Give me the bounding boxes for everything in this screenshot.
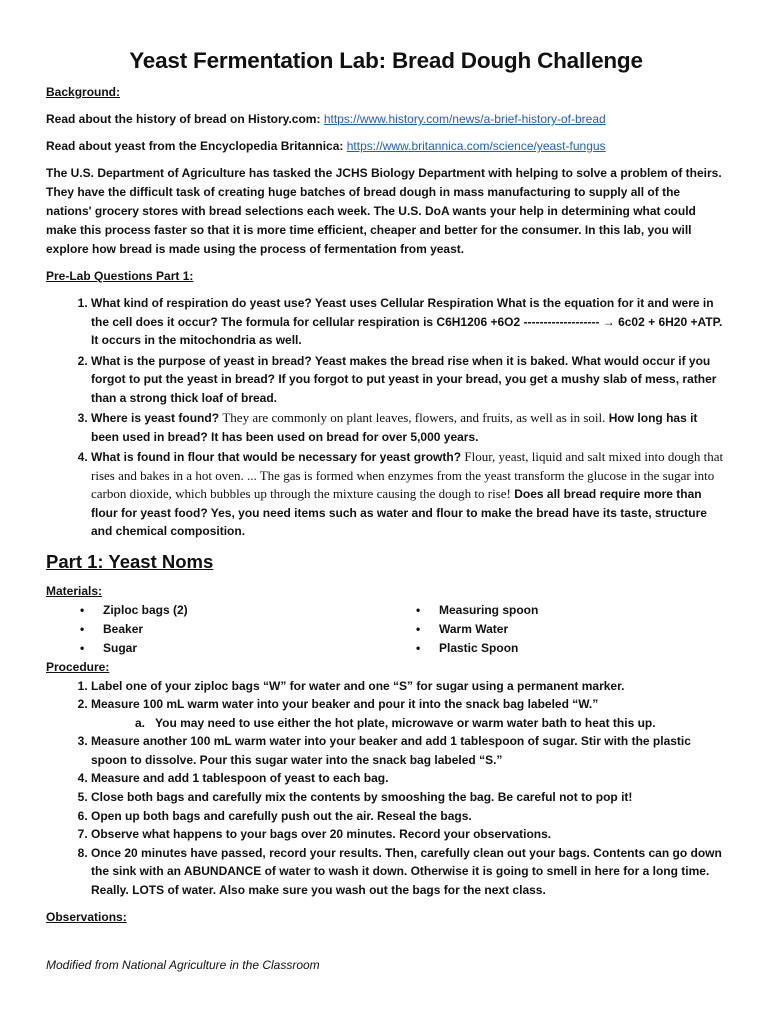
prelab-question-1: 1. What kind of respiration do yeast use? Yeast uses Cellular Respiration What is the equation for it and were in the cell does it occur? The formula for cellular respiration is C6H1206 +6O2 ------------------- → 6c02 + 6H20 +ATP. It occurs in the mitochondria as well. (91, 294, 726, 350)
procedure-step: 1. Label one of your ziploc bags “W” for water and one “S” for sugar using a permanent marker. (91, 677, 726, 696)
prelab-question-3 (91, 409, 726, 446)
q4-question: What is found in flour that would be necessary for yeast growth? (91, 450, 465, 464)
q4-answer: Flour, yeast, liquid and salt mixed into dough that rises and bakes in a hot oven. ... The gas is formed when enzymes from the yeast transform the glucose in the sugar into carbon dioxide, which bubbles up through the mixture causing the dough to rise! (91, 449, 724, 501)
q3-followup: How long has it been used in bread? It has been used on bread for over 5,000 years. (91, 411, 698, 444)
background-heading: Background: (46, 85, 121, 99)
britannica-link[interactable]: https://www.britannica.com/science/yeast-fungus (346, 139, 606, 153)
prelab-questions (46, 294, 726, 541)
observations-heading: Observations: (46, 909, 127, 924)
prelab-question-4 (91, 448, 726, 541)
procedure-substep: a. You may need to use either the hot plate, microwave or warm water bath to heat this up. (135, 715, 656, 730)
page-title: Yeast Fermentation Lab: Bread Dough Challenge (129, 48, 643, 73)
procedure-list (46, 677, 726, 900)
prelab-question-2: 2. What is the purpose of yeast in bread? Yeast makes the bread rise when it is baked. What would occur if you forgot to put the yeast in bread? If you forgot to put yeast in your bread, you get a mushy slab of mess, rather than a strong thick loaf of bread. (91, 352, 726, 408)
background-paragraph: The U.S. Department of Agriculture has tasked the JCHS Biology Department with helping to solve a problem of theirs. They have the difficult task of creating huge batches of bread dough in mass manufacturing to supply all of the nations' grocery stores with bread selections each week. The U.S. DoA wants your help in determining what could make this process faster so that it is more time efficient, cheaper and better for the consumer. In this lab, you will explore how bread is made using the process of fermentation from yeast. (46, 166, 722, 256)
britannica-line (46, 137, 726, 156)
material-item: • Measuring spoon (416, 602, 539, 617)
part1-heading: Part 1: Yeast Noms (46, 550, 214, 572)
material-item: • Warm Water (416, 621, 509, 636)
procedure-step: 7. Observe what happens to your bags over 20 minutes. Record your observations. (91, 825, 726, 844)
material-item: • Plastic Spoon (416, 640, 519, 655)
material-item: • Sugar (80, 640, 138, 655)
materials-heading: Materials: (46, 583, 103, 598)
material-item: • Beaker (80, 621, 144, 636)
materials-list (46, 601, 726, 658)
materials-left (46, 601, 382, 658)
history-text: Read about the history of bread on History.com: (46, 112, 324, 126)
document-page (46, 48, 726, 972)
q4-followup: Does all bread require more than flour for yeast food? Yes, you need items such as water and flour to make the bread have its taste, structure and chemical composition. (91, 487, 707, 538)
q3-answer: They are commonly on plant leaves, flowers, and fruits, as well as in soil. (222, 410, 606, 425)
procedure-step: 5. Close both bags and carefully mix the contents by smooshing the bag. Be careful not to pop it! (91, 788, 726, 807)
materials-right (382, 601, 538, 658)
history-link[interactable]: https://www.history.com/news/a-brief-history-of-bread (323, 112, 606, 126)
history-line (46, 110, 726, 129)
footer-credit: Modified from National Agriculture in the Classroom (46, 957, 320, 972)
procedure-step: 8. Once 20 minutes have passed, record your results. Then, carefully clean out your bags. Contents can go down the sink with an ABUNDANCE of water to wash it down. Otherwise it is going to smell in here for a long time. Really. LOTS of water. Also make sure you wash out the bags for the next class. (91, 844, 726, 900)
procedure-heading: Procedure: (46, 659, 110, 674)
procedure-step: 3. Measure another 100 mL warm water into your beaker and add 1 tablespoon of sugar. Stir with the plastic spoon to dissolve. Pour this sugar water into the snack bag labeled “S.” (91, 732, 726, 769)
material-item: • Ziploc bags (2) (80, 602, 188, 617)
prelab-heading: Pre-Lab Questions Part 1: (46, 269, 194, 283)
procedure-step: 4. Measure and add 1 tablespoon of yeast to each bag. (91, 769, 726, 788)
procedure-step: 6. Open up both bags and carefully push out the air. Reseal the bags. (91, 807, 726, 826)
britannica-text: Read about yeast from the Encyclopedia Britannica: (46, 139, 347, 153)
procedure-step: 2. Measure 100 mL warm water into your beaker and pour it into the snack bag labeled “W.” a. You may need to use either the hot plate, microwave or warm water bath to heat this up. (91, 695, 726, 732)
q3-question: Where is yeast found? (91, 411, 223, 425)
